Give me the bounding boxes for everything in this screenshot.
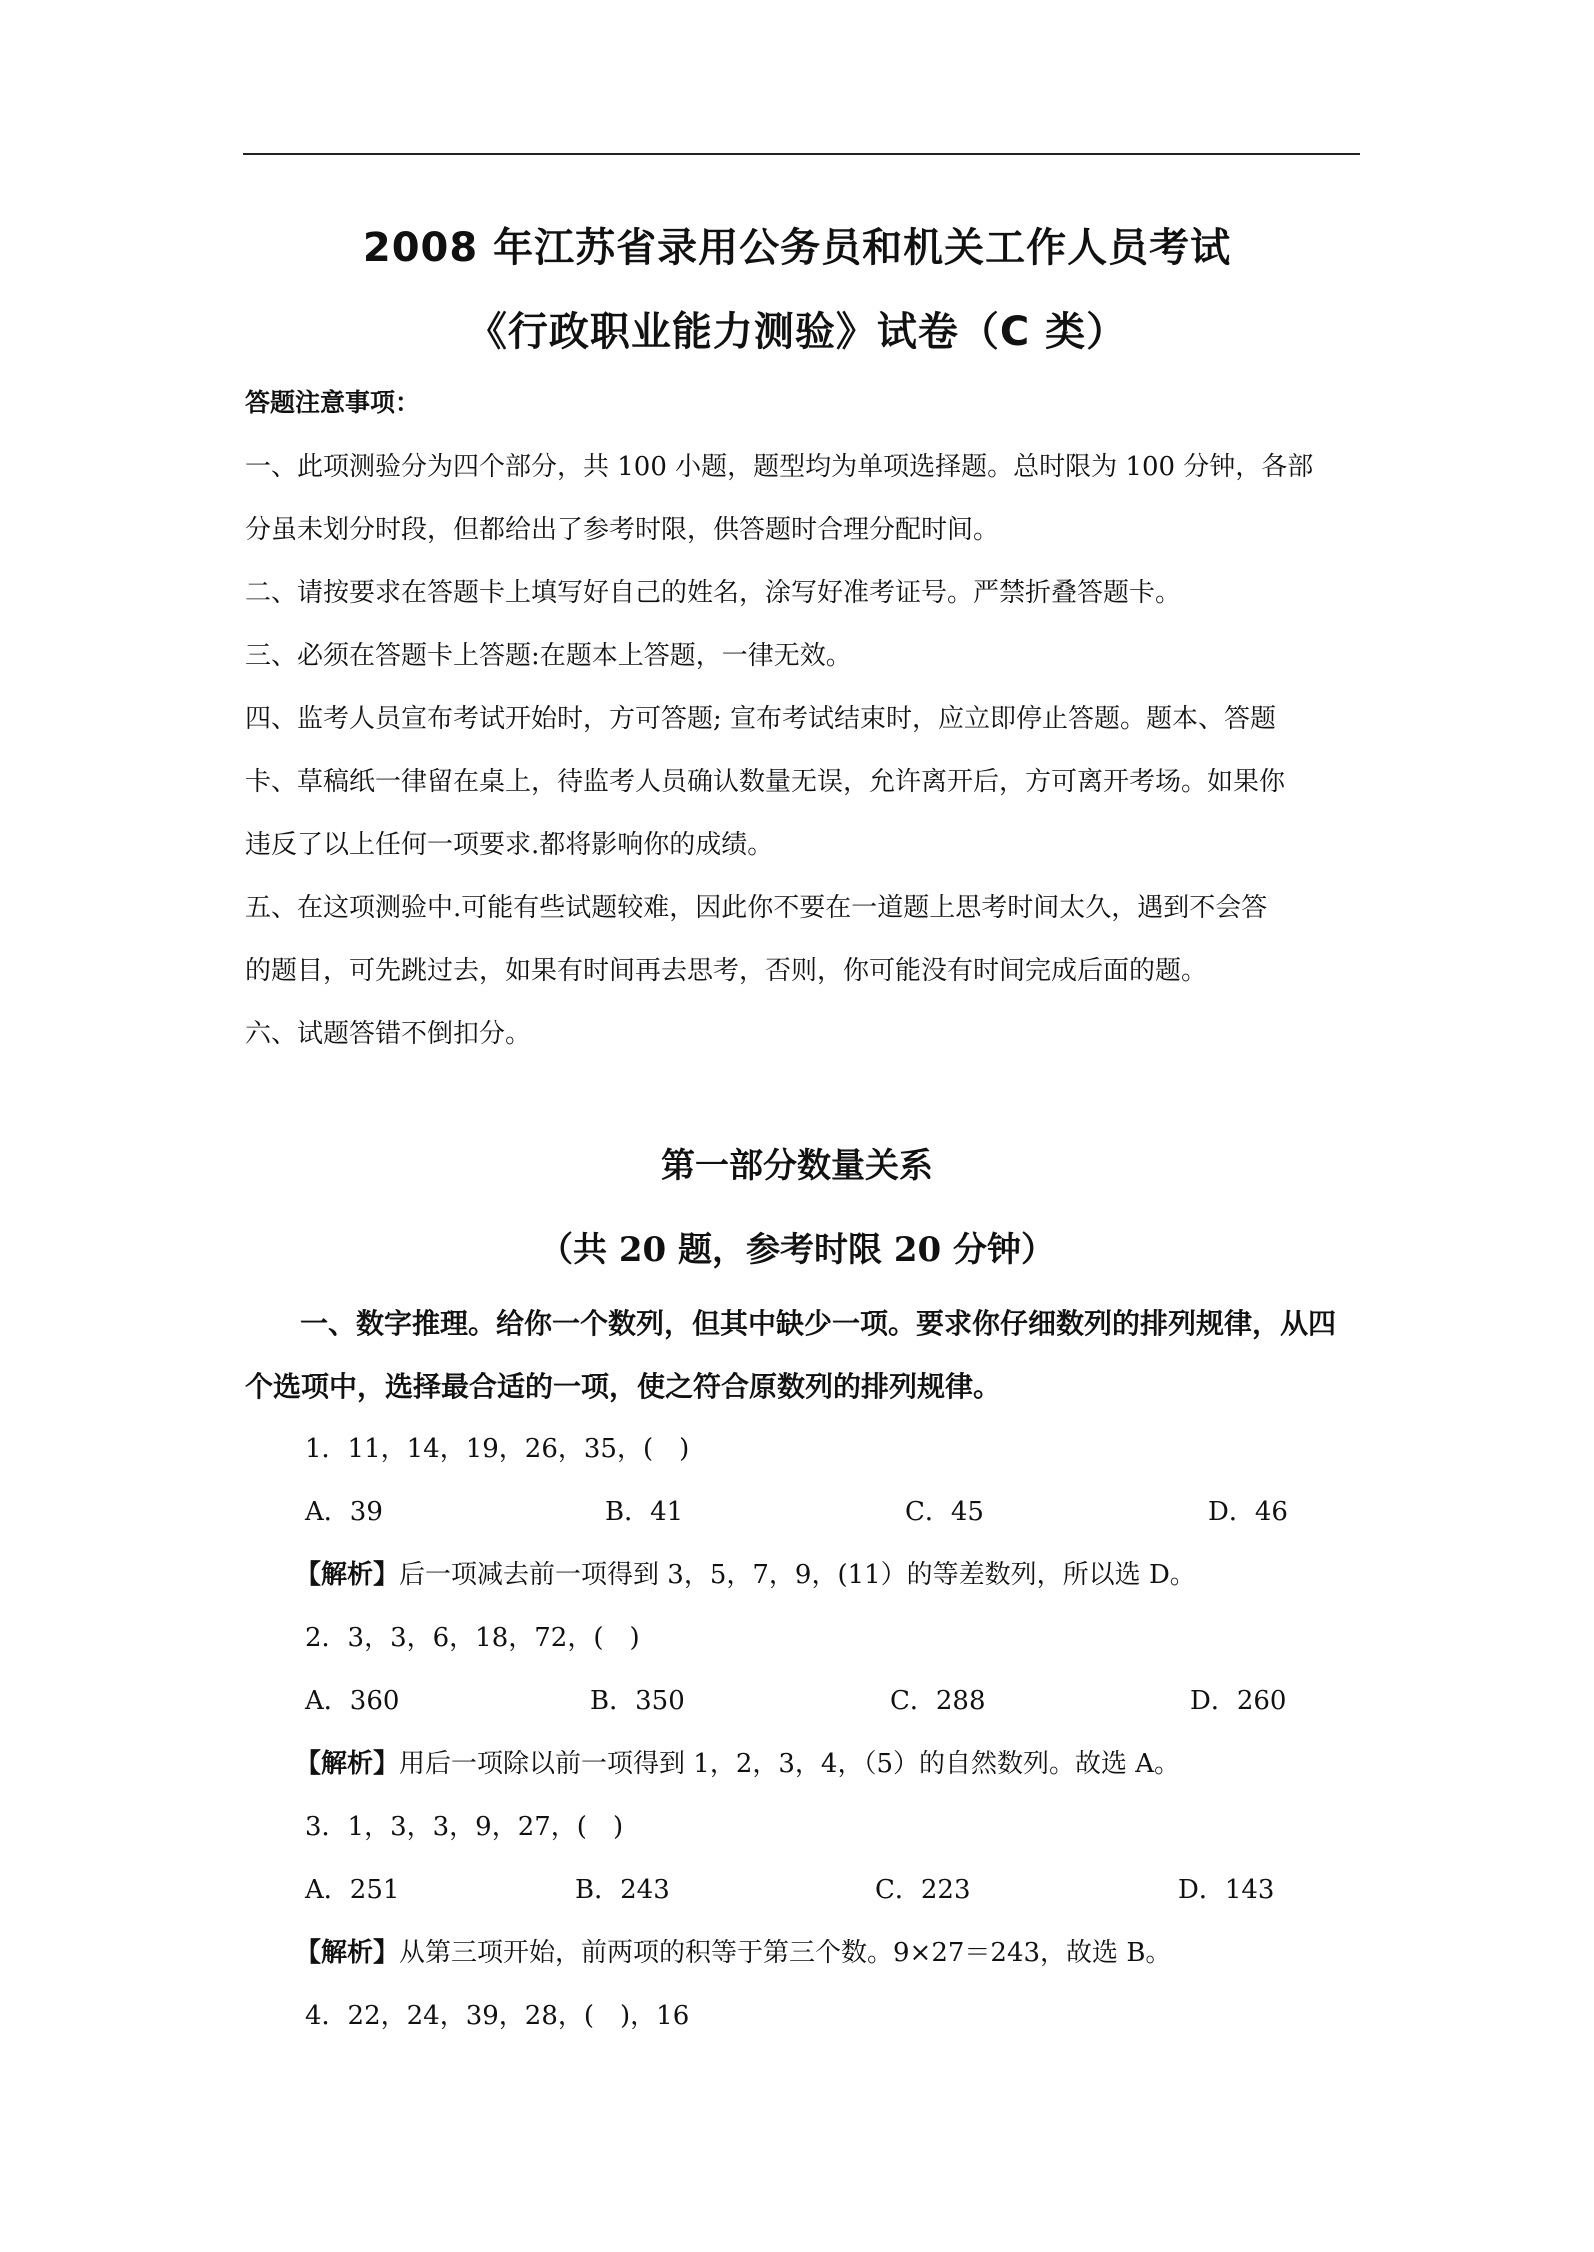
note-line: 卡、草稿纸一律留在桌上，待监考人员确认数量无误，允许离开后，方可离开考场。如果你 xyxy=(245,767,1286,797)
option-a: A．360 xyxy=(305,1686,400,1716)
note-line: 一、此项测验分为四个部分，共 100 小题，题型均为单项选择题。总时限为 100 分钟，各部 xyxy=(245,452,1314,482)
option-d: D．260 xyxy=(1190,1686,1287,1716)
question-stem: 3．1，3，3，9，27，( ) xyxy=(305,1812,624,1842)
option-b: B．41 xyxy=(605,1497,684,1527)
note-line: 五、在这项测验中.可能有些试题较难，因此你不要在一道题上思考时间太久，遇到不会答 xyxy=(245,893,1268,923)
analysis-label: 【解析】 xyxy=(295,1560,400,1590)
analysis-text: 后一项减去前一项得到 3，5，7，9，(11）的等差数列，所以选 D。 xyxy=(399,1560,1196,1590)
analysis xyxy=(295,1554,1196,1591)
analysis-text: 用后一项除以前一项得到 1，2，3，4，（5）的自然数列。故选 A。 xyxy=(399,1749,1181,1779)
notes-heading: 答题注意事项： xyxy=(245,388,421,417)
note-line: 二、请按要求在答题卡上填写好自己的姓名，涂写好准考证号。严禁折叠答题卡。 xyxy=(245,578,1182,608)
analysis xyxy=(295,1743,1180,1780)
option-c: C．288 xyxy=(890,1686,986,1716)
question-stem: 2．3，3，6，18，72，( ) xyxy=(305,1623,640,1653)
section-title: 第一部分数量关系 xyxy=(661,1146,933,1186)
section-subtitle: （共 20 题，参考时限 20 分钟） xyxy=(539,1230,1055,1270)
instruction-line: 一、数字推理。给你一个数列，但其中缺少一项。要求你仔细数列的排列规律，从四 xyxy=(300,1307,1337,1340)
exam-subtitle: 《行政职业能力测验》试卷（C 类） xyxy=(466,309,1128,355)
option-a: A．251 xyxy=(305,1875,400,1905)
option-b: B．243 xyxy=(575,1875,670,1905)
question-stem: 1．11，14，19，26，35，( ) xyxy=(305,1434,690,1464)
question-stem: 4．22，24，39，28，( )，16 xyxy=(305,2001,690,2031)
analysis xyxy=(295,1932,1171,1969)
analysis-label: 【解析】 xyxy=(295,1938,400,1968)
note-line: 分虽未划分时段，但都给出了参考时限，供答题时合理分配时间。 xyxy=(245,515,1000,545)
option-c: C．223 xyxy=(875,1875,971,1905)
option-d: D．143 xyxy=(1178,1875,1275,1905)
note-line: 三、必须在答题卡上答题:在题本上答题，一律无效。 xyxy=(245,641,852,671)
option-c: C．45 xyxy=(905,1497,984,1527)
note-line: 四、监考人员宣布考试开始时，方可答题; 宣布考试结束时，应立即停止答题。题本、答题 xyxy=(245,704,1277,734)
option-b: B．350 xyxy=(590,1686,685,1716)
header-rule xyxy=(243,153,1360,155)
option-a: A．39 xyxy=(305,1497,383,1527)
exam-title: 2008 年江苏省录用公务员和机关工作人员考试 xyxy=(362,225,1232,271)
note-line: 六、试题答错不倒扣分。 xyxy=(245,1019,532,1049)
option-d: D．46 xyxy=(1208,1497,1288,1527)
instruction-line: 个选项中，选择最合适的一项，使之符合原数列的排列规律。 xyxy=(245,1370,1002,1403)
note-line: 违反了以上任何一项要求.都将影响你的成绩。 xyxy=(245,830,774,860)
analysis-text: 从第三项开始，前两项的积等于第三个数。9×27＝243，故选 B。 xyxy=(399,1938,1172,1968)
analysis-label: 【解析】 xyxy=(295,1749,400,1779)
note-line: 的题目，可先跳过去，如果有时间再去思考，否则，你可能没有时间完成后面的题。 xyxy=(245,956,1208,986)
